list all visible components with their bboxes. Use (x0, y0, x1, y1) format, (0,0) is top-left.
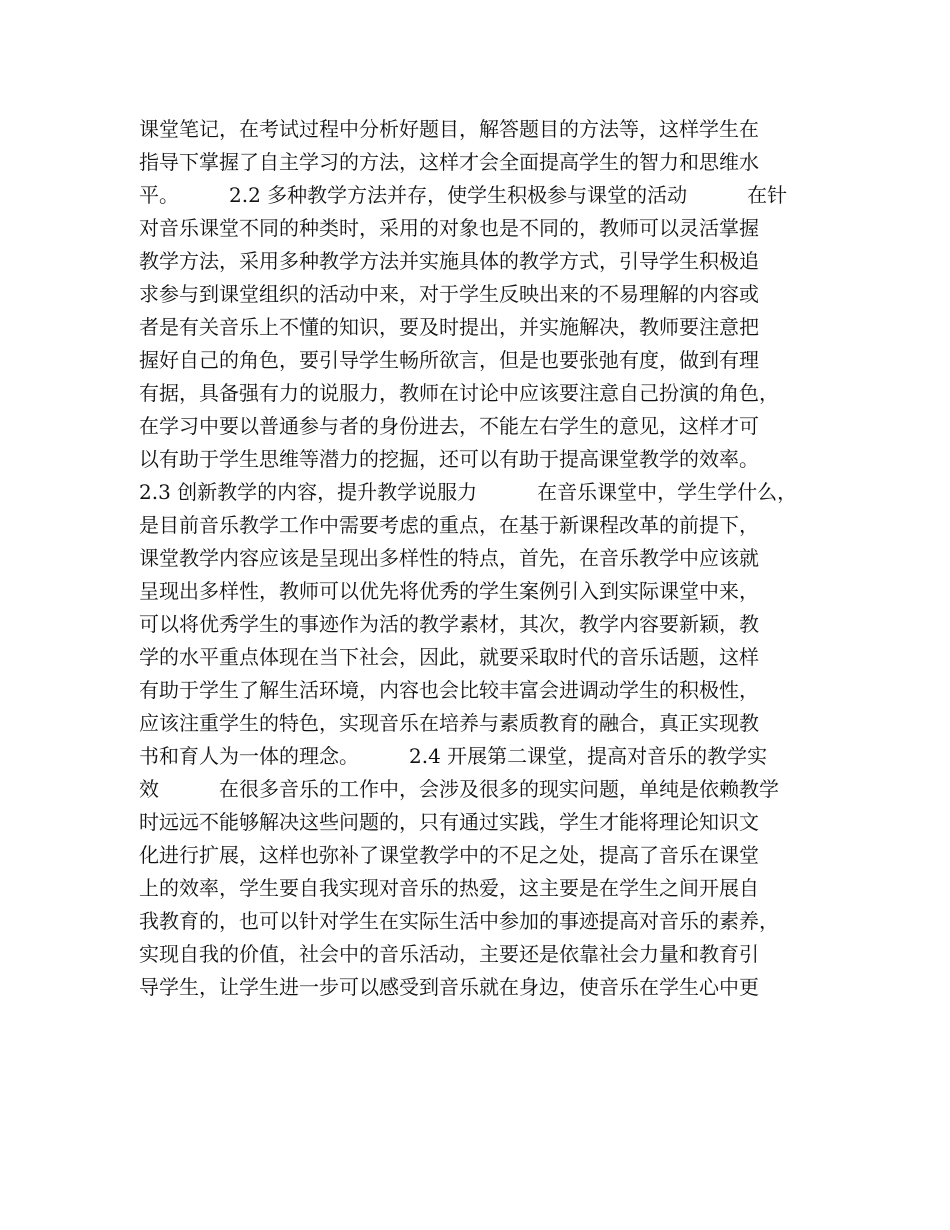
text-line: 上的效率，学生要自我实现对音乐的热爱，这主要是在学生之间开展自 (139, 876, 759, 900)
text-line: 平。 2.2 多种教学方法并存，使学生积极参与课堂的活动 在针 (139, 183, 788, 207)
text-line: 导学生，让学生进一步可以感受到音乐就在身边，使音乐在学生心中更 (139, 975, 759, 999)
text-line: 书和育人为一体的理念。 2.4 开展第二课堂，提高对音乐的教学实 (139, 744, 768, 768)
text-line: 学的水平重点体现在当下社会，因此，就要采取时代的音乐话题，这样 (139, 645, 759, 669)
text-line: 求参与到课堂组织的活动中来，对于学生反映出来的不易理解的内容或 (139, 282, 759, 306)
text-line: 握好自己的角色，要引导学生畅所欲言，但是也要张弛有度，做到有理 (139, 348, 759, 372)
text-line: 时远远不能够解决这些问题的，只有通过实践，学生才能将理论知识文 (139, 810, 759, 834)
text-line: 可以将优秀学生的事迹作为活的教学素材，其次，教学内容要新颖，教 (139, 612, 759, 636)
text-line: 呈现出多样性，教师可以优先将优秀的学生案例引入到实际课堂中来， (139, 579, 759, 603)
text-line: 以有助于学生思维等潜力的挖掘，还可以有助于提高课堂教学的效率。 (139, 447, 759, 471)
text-line: 应该注重学生的特色，实现音乐在培养与素质教育的融合，真正实现教 (139, 711, 759, 735)
text-line: 效 在很多音乐的工作中，会涉及很多的现实问题，单纯是依赖教学 (139, 777, 779, 801)
text-line: 对音乐课堂不同的种类时，采用的对象也是不同的，教师可以灵活掌握 (139, 216, 759, 240)
text-line: 实现自我的价值，社会中的音乐活动，主要还是依靠社会力量和教育引 (139, 942, 759, 966)
text-line: 者是有关音乐上不懂的知识，要及时提出，并实施解决，教师要注意把 (139, 315, 759, 339)
text-line: 是目前音乐教学工作中需要考虑的重点，在基于新课程改革的前提下， (139, 513, 759, 537)
text-line: 在学习中要以普通参与者的身份进去，不能左右学生的意见，这样才可 (139, 414, 759, 438)
text-line: 有据，具备强有力的说服力，教师在讨论中应该要注意自己扮演的角色， (139, 381, 779, 405)
body-text (139, 113, 829, 1004)
text-line: 我教育的，也可以针对学生在实际生活中参加的事迹提高对音乐的素养， (139, 909, 779, 933)
text-line: 2.3 创新教学的内容，提升教学说服力 在音乐课堂中，学生学什么， (139, 480, 798, 504)
text-line: 课堂笔记，在考试过程中分析好题目，解答题目的方法等，这样学生在 (139, 117, 759, 141)
text-line: 有助于学生了解生活环境，内容也会比较丰富会进调动学生的积极性， (139, 678, 759, 702)
text-line: 指导下掌握了自主学习的方法，这样才会全面提高学生的智力和思维水 (139, 150, 759, 174)
text-line: 教学方法，采用多种教学方法并实施具体的教学方式，引导学生积极追 (139, 249, 759, 273)
text-line: 课堂教学内容应该是呈现出多样性的特点，首先，在音乐教学中应该就 (139, 546, 759, 570)
text-line: 化进行扩展，这样也弥补了课堂教学中的不足之处，提高了音乐在课堂 (139, 843, 759, 867)
